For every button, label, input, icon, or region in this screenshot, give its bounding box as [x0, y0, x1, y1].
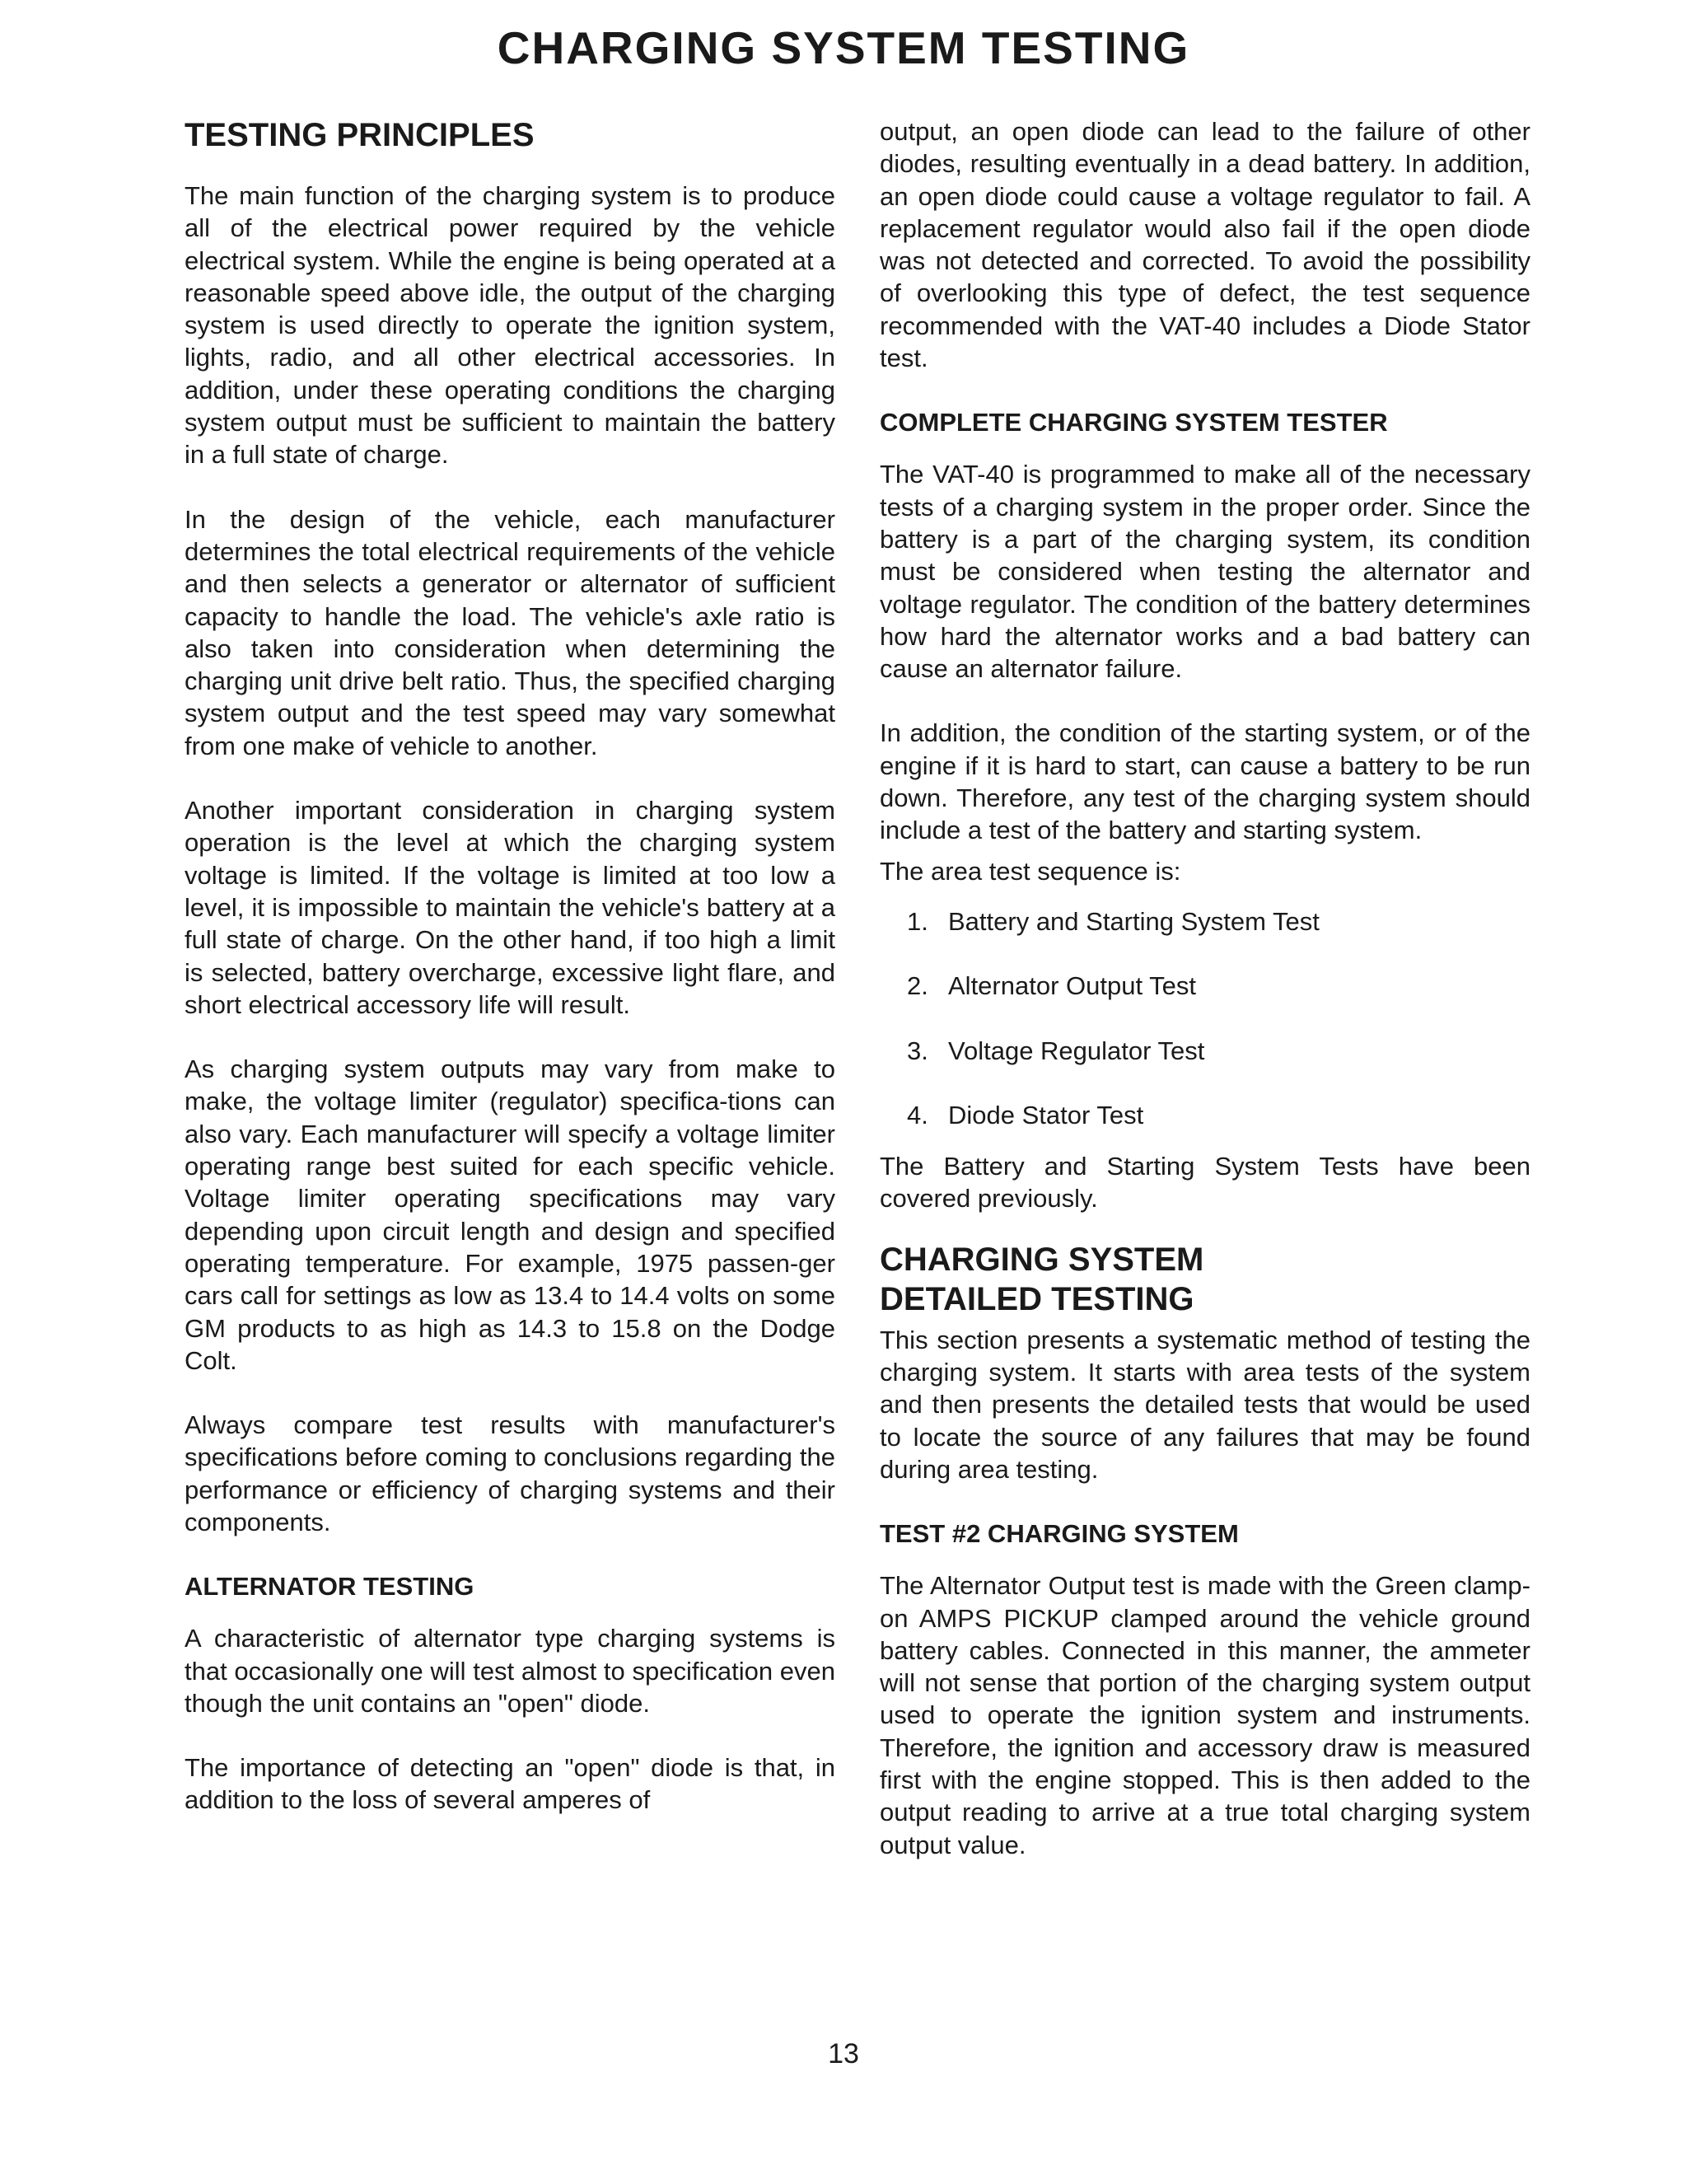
right-column	[880, 115, 1530, 1861]
detailed-testing-heading	[880, 1240, 1530, 1319]
list-item	[907, 970, 1530, 1002]
list-item	[907, 1035, 1530, 1067]
body-paragraph: Always compare test results with manufacturer's specifications before coming to conclusions regarding the performance or efficiency of charging systems and their components.	[185, 1410, 835, 1536]
body-paragraph: The main function of the charging system is to produce all of the electrical power required by the vehicle electrical system. While the engine is being operated at a reasonable speed above idle, the output of the charging system is used directly to operate the ignition system, lights, radio, and all other electrical accessories. In addition, under these operating conditions the charging system output must be sufficient to maintain the battery in a full state of charge.	[185, 181, 835, 470]
body-paragraph: The Battery and Starting System Tests have been covered previously.	[880, 1152, 1530, 1214]
list-number: 2.	[907, 971, 928, 1001]
test2-heading: TEST #2 CHARGING SYSTEM	[880, 1519, 1239, 1549]
list-item	[907, 1099, 1530, 1131]
test-sequence-list	[880, 905, 1530, 1131]
body-paragraph: The Alternator Output test is made with the Green clamp-on AMPS PICKUP clamped around the vehicle ground battery cables. Connected in this manner, the ammeter will not sense that portion of the charging system output used to operate the ignition system and instruments. Therefore, the ignition and accessory draw is measured first with the engine stopped. This is then added to the output reading to arrive at a true total charging system output value.	[880, 1571, 1530, 1859]
list-label: Battery and Starting System Test	[948, 906, 1320, 936]
body-paragraph: The VAT-40 is programmed to make all of the necessary tests of a charging system in the proper order. Since the battery is a part of the charging system, its condition must be considered when testing the alternator and voltage regulator. The condition of the battery determines how hard the alternator works and a bad battery can cause an alternator failure.	[880, 460, 1530, 684]
list-label: Diode Stator Test	[948, 1100, 1144, 1129]
testing-principles-heading: TESTING PRINCIPLES	[185, 117, 535, 153]
left-column	[185, 115, 835, 1817]
list-number: 4.	[907, 1100, 928, 1129]
list-number: 3.	[907, 1036, 928, 1065]
body-paragraph: Another important consideration in charging system operation is the level at which the charging system voltage is limited. If the voltage is limited at too low a level, it is impossible to maintain the vehicle's battery at a full state of charge. On the other hand, if too high a limit is selected, battery overcharge, excessive light flare, and short electrical accessory life will result.	[185, 796, 835, 1019]
list-label: Alternator Output Test	[948, 971, 1196, 1001]
body-paragraph: In the design of the vehicle, each manufacturer determines the total electrical requirements of the vehicle and then selects a generator or alternator of sufficient capacity to handle the load. The vehicle's axle ratio is also taken into consideration when determining the charging unit drive belt ratio. Thus, the specified charging system output and the test speed may vary somewhat from one make of vehicle to another.	[185, 504, 835, 760]
continuation-paragraph: output, an open diode can lead to the failure of other diodes, resulting eventually in a dead battery. In addition, an open diode could cause a voltage regulator to fail. A replacement regulator would also fail if the open diode was not detected and corrected. To avoid the possibility of overlooking this type of defect, the test sequence recommended with the VAT-40 includes a Diode Stator test.	[880, 117, 1530, 373]
body-paragraph: This section presents a systematic method of testing the charging system. It starts with area tests of the system and then presents the detailed tests that would be used to locate the source of any failures that may be found during area testing.	[880, 1325, 1530, 1484]
sequence-intro: The area test sequence is:	[880, 856, 1181, 886]
heading-line: DETAILED TESTING	[880, 1280, 1194, 1317]
body-paragraph: The importance of detecting an "open" diode is that, in addition to the loss of several amperes of	[185, 1753, 835, 1815]
alternator-testing-heading: ALTERNATOR TESTING	[185, 1572, 474, 1602]
body-paragraph: As charging system outputs may vary from make to make, the voltage limiter (regulator) specifica-tions can also vary. Each manufacturer will specify a voltage limiter operating range best suited for each specific vehicle. Voltage limiter operating specifications may vary depending upon circuit length and design and specified operating temperature. For example, 1975 passen-ger cars call for settings as low as 13.4 to 14.4 volts on some GM products to as high as 14.3 to 15.8 on the Dodge Colt.	[185, 1055, 835, 1375]
page-number: 13	[828, 2038, 859, 2069]
body-paragraph: In addition, the condition of the starting system, or of the engine if it is hard to start, can cause a battery to be run down. Therefore, any test of the charging system should include a test of the battery and starting system.	[880, 718, 1530, 845]
complete-tester-heading: COMPLETE CHARGING SYSTEM TESTER	[880, 408, 1388, 437]
list-item	[907, 905, 1530, 938]
page-title: CHARGING SYSTEM TESTING	[497, 22, 1190, 73]
body-paragraph: A characteristic of alternator type charging systems is that occasionally one will test almost to specification even though the unit contains an "open" diode.	[185, 1624, 835, 1718]
list-label: Voltage Regulator Test	[948, 1036, 1205, 1065]
list-number: 1.	[907, 906, 928, 936]
heading-line: CHARGING SYSTEM	[880, 1241, 1204, 1278]
